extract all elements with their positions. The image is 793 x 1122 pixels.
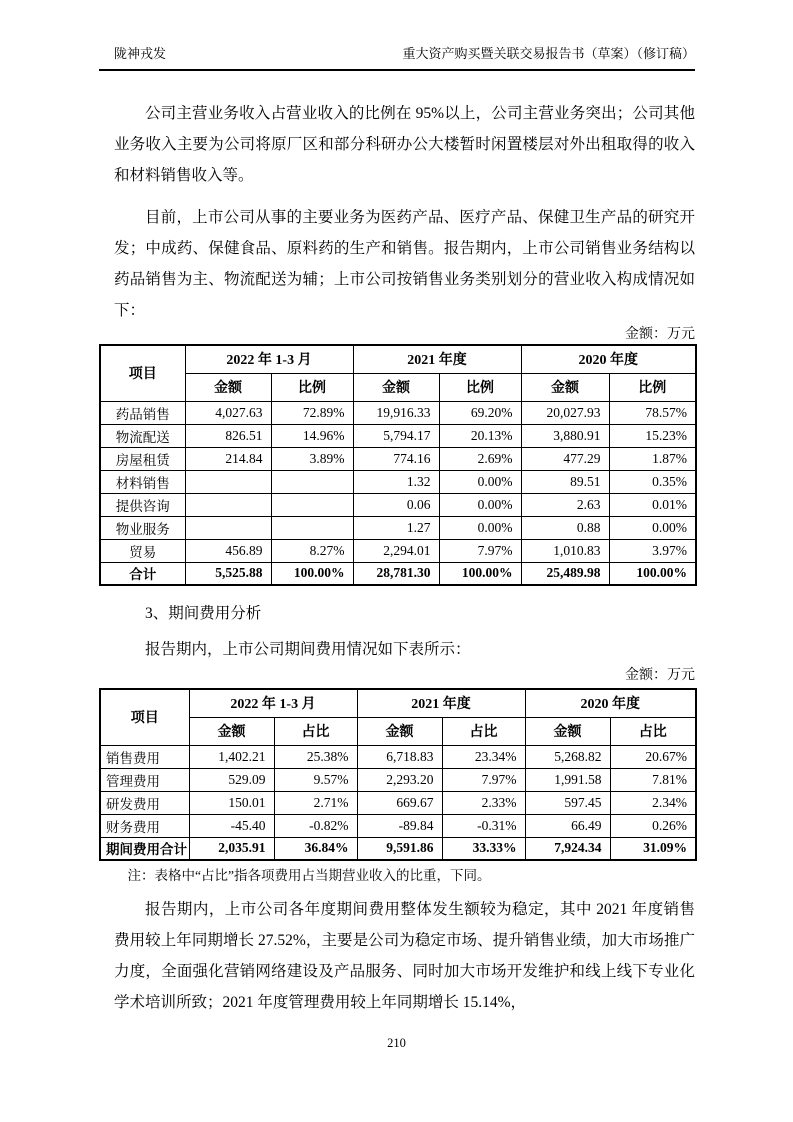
column-header-item: 项目 <box>100 689 189 745</box>
table-cell: 2,294.01 <box>353 539 439 562</box>
table-cell: 19,916.33 <box>353 401 439 424</box>
header-report-title: 重大资产购买暨关联交易报告书（草案）（修订稿） <box>402 46 695 61</box>
table-cell: -89.84 <box>357 814 442 837</box>
sub-column-header: 金额 <box>525 717 610 745</box>
table-cell: 597.45 <box>525 791 610 814</box>
table-cell: 100.00% <box>271 562 353 585</box>
table-cell: 774.16 <box>353 447 439 470</box>
sub-column-header: 比例 <box>439 373 521 401</box>
table-cell: 5,525.88 <box>185 562 271 585</box>
table-row <box>100 791 696 814</box>
table-cell: 25,489.98 <box>521 562 609 585</box>
table-cell: 1.87% <box>609 447 696 470</box>
table-cell <box>185 493 271 516</box>
table-row <box>100 424 696 447</box>
page-content <box>99 0 695 1018</box>
table-cell: 5,794.17 <box>353 424 439 447</box>
row-label: 材料销售 <box>100 470 185 493</box>
table-cell: 9.57% <box>274 768 357 791</box>
table-cell: 826.51 <box>185 424 271 447</box>
table-cell <box>185 470 271 493</box>
table-cell: 2.63 <box>521 493 609 516</box>
row-label: 期间费用合计 <box>100 837 189 860</box>
row-label: 管理费用 <box>100 768 189 791</box>
row-label: 提供咨询 <box>100 493 185 516</box>
table-cell: 669.67 <box>357 791 442 814</box>
sub-column-header: 金额 <box>185 373 271 401</box>
table-footnote: 注：表格中“占比”指各项费用占当期营业收入的比重，下同。 <box>127 868 491 883</box>
table-cell: 0.26% <box>610 814 696 837</box>
row-label: 物业服务 <box>100 516 185 539</box>
row-label: 财务费用 <box>100 814 189 837</box>
table-cell: 214.84 <box>185 447 271 470</box>
row-label: 合计 <box>100 562 185 585</box>
table-cell: 2.69% <box>439 447 521 470</box>
table-cell: 477.29 <box>521 447 609 470</box>
sub-column-header: 金额 <box>521 373 609 401</box>
table-cell: 4,027.63 <box>185 401 271 424</box>
table-cell: 529.09 <box>189 768 274 791</box>
paragraph-expense-analysis: 报告期内，上市公司各年度期间费用整体发生额较为稳定，其中 2021 年度销售费用较上年同期增长 27.52%，主要是公司为稳定市场、提升销售业绩，加大市场推广力度，全面强化营销网络建设及产品服务、同时加大市场开发维护和线上线下专业化学术培训所致；2021 年度管理费用较上年同期增长 15.14%， <box>114 901 695 1011</box>
table-cell: 20.67% <box>610 745 696 768</box>
table-cell: 2.71% <box>274 791 357 814</box>
period-header: 2020 年度 <box>525 689 696 717</box>
table-cell: 66.49 <box>525 814 610 837</box>
table-row <box>100 447 696 470</box>
amount-unit-label-revenue: 金额：万元 <box>625 327 695 342</box>
table-cell: 0.06 <box>353 493 439 516</box>
table-cell: 1.27 <box>353 516 439 539</box>
sub-column-header: 比例 <box>271 373 353 401</box>
table-cell: 0.00% <box>439 470 521 493</box>
table-cell: 3,880.91 <box>521 424 609 447</box>
table-cell: 31.09% <box>610 837 696 860</box>
report-header <box>99 46 695 71</box>
paragraph-main-business-revenue: 公司主营业务收入占营业收入的比例在 95%以上，公司主营业务突出；公司其他业务收入主要为公司将原厂区和部分科研办公大楼暂时闲置楼层对外出租取得的收入和材料销售收入等。 <box>114 105 695 184</box>
period-header: 2020 年度 <box>521 345 696 373</box>
table-cell: 69.20% <box>439 401 521 424</box>
table-cell: 8.27% <box>271 539 353 562</box>
table-cell: 20.13% <box>439 424 521 447</box>
table-cell: 89.51 <box>521 470 609 493</box>
page-number: 210 <box>387 1036 406 1050</box>
table-cell: 1,402.21 <box>189 745 274 768</box>
table-cell: 7.97% <box>442 768 525 791</box>
table-cell: 456.89 <box>185 539 271 562</box>
table-cell: 20,027.93 <box>521 401 609 424</box>
table-row <box>100 768 696 791</box>
table-row <box>100 516 696 539</box>
table-cell: 100.00% <box>439 562 521 585</box>
table-cell: 3.89% <box>271 447 353 470</box>
table-cell: -45.40 <box>189 814 274 837</box>
table-cell: 0.00% <box>439 493 521 516</box>
table-cell: -0.82% <box>274 814 357 837</box>
sub-column-header: 占比 <box>274 717 357 745</box>
table-cell: 7.81% <box>610 768 696 791</box>
table-cell: 5,268.82 <box>525 745 610 768</box>
table-cell: 25.38% <box>274 745 357 768</box>
table-cell: 1,991.58 <box>525 768 610 791</box>
table-cell: 0.00% <box>439 516 521 539</box>
header-company-name: 陇神戎发 <box>114 46 167 61</box>
period-header: 2022 年 1-3 月 <box>189 689 357 717</box>
table-cell: 14.96% <box>271 424 353 447</box>
row-label: 销售费用 <box>100 745 189 768</box>
table-cell: 7.97% <box>439 539 521 562</box>
table-cell: -0.31% <box>442 814 525 837</box>
table-cell: 36.84% <box>274 837 357 860</box>
table-cell: 0.35% <box>609 470 696 493</box>
revenue-table <box>99 344 697 586</box>
table-cell: 15.23% <box>609 424 696 447</box>
row-label: 房屋租赁 <box>100 447 185 470</box>
table-cell: 2.33% <box>442 791 525 814</box>
table-cell: 0.01% <box>609 493 696 516</box>
table-cell <box>271 470 353 493</box>
table-cell: 0.88 <box>521 516 609 539</box>
table-cell: 28,781.30 <box>353 562 439 585</box>
table-cell: 3.97% <box>609 539 696 562</box>
period-header: 2022 年 1-3 月 <box>185 345 353 373</box>
table-cell: 23.34% <box>442 745 525 768</box>
sub-column-header: 比例 <box>609 373 696 401</box>
amount-unit-label-expense: 金额：万元 <box>625 668 695 683</box>
paragraph-expense-intro: 报告期内，上市公司期间费用情况如下表所示： <box>145 641 471 658</box>
table-cell: 150.01 <box>189 791 274 814</box>
table-cell: 33.33% <box>442 837 525 860</box>
table-cell <box>271 493 353 516</box>
table-row <box>100 401 696 424</box>
period-header: 2021 年度 <box>357 689 525 717</box>
sub-column-header: 金额 <box>189 717 274 745</box>
table-cell: 2,035.91 <box>189 837 274 860</box>
sub-column-header: 占比 <box>442 717 525 745</box>
table-cell: 2,293.20 <box>357 768 442 791</box>
table-row <box>100 814 696 837</box>
expense-table <box>99 688 697 861</box>
column-header-item: 项目 <box>100 345 185 401</box>
table-row <box>100 539 696 562</box>
table-row <box>100 837 696 860</box>
table-cell: 100.00% <box>609 562 696 585</box>
table-cell: 72.89% <box>271 401 353 424</box>
sub-column-header: 金额 <box>353 373 439 401</box>
table-cell: 1,010.83 <box>521 539 609 562</box>
table-row <box>100 562 696 585</box>
table-cell: 2.34% <box>610 791 696 814</box>
section-heading-expense-analysis: 3、期间费用分析 <box>145 605 262 622</box>
table-cell <box>185 516 271 539</box>
table-row <box>100 745 696 768</box>
table-cell: 7,924.34 <box>525 837 610 860</box>
sub-column-header: 金额 <box>357 717 442 745</box>
table-cell: 9,591.86 <box>357 837 442 860</box>
table-row <box>100 493 696 516</box>
table-cell: 1.32 <box>353 470 439 493</box>
table-cell: 6,718.83 <box>357 745 442 768</box>
table-cell: 0.00% <box>609 516 696 539</box>
row-label: 贸易 <box>100 539 185 562</box>
paragraph-business-description: 目前，上市公司从事的主要业务为医药产品、医疗产品、保健卫生产品的研究开发；中成药、保健食品、原料药的生产和销售。报告期内，上市公司销售业务结构以药品销售为主、物流配送为辅；上市公司按销售业务类别划分的营业收入构成情况如下： <box>114 209 695 319</box>
table-cell: 78.57% <box>609 401 696 424</box>
sub-column-header: 占比 <box>610 717 696 745</box>
row-label: 物流配送 <box>100 424 185 447</box>
period-header: 2021 年度 <box>353 345 521 373</box>
row-label: 药品销售 <box>100 401 185 424</box>
table-cell <box>271 516 353 539</box>
row-label: 研发费用 <box>100 791 189 814</box>
table-row <box>100 470 696 493</box>
